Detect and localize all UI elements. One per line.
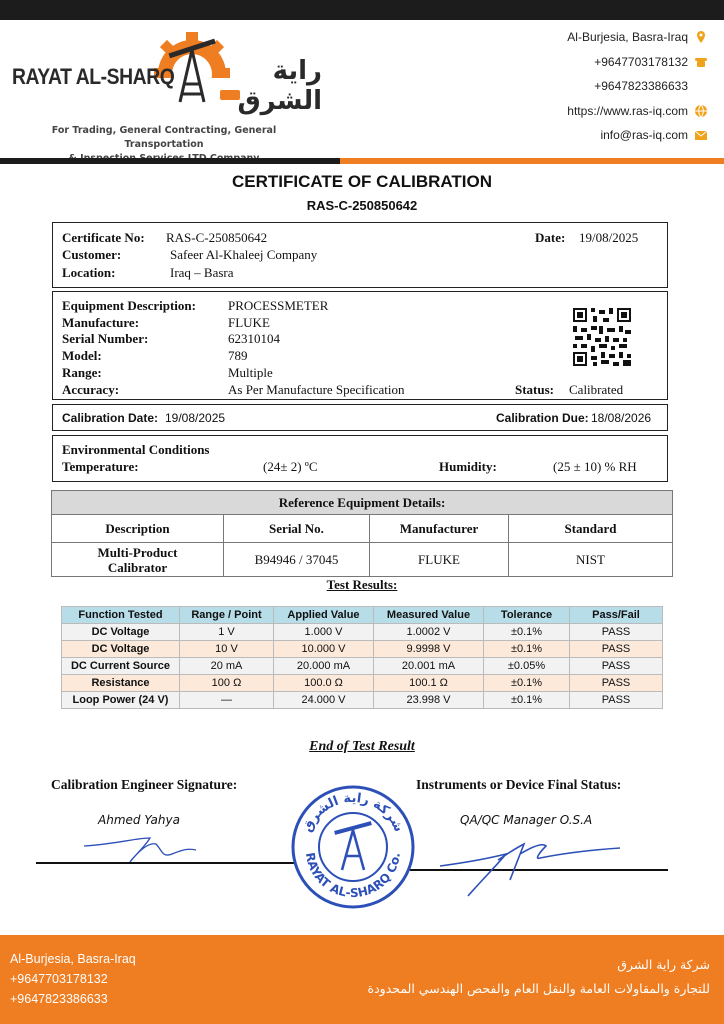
calibration-dates-box (52, 404, 668, 431)
spacer-icon (694, 79, 708, 93)
cell-function: DC Current Source (62, 658, 180, 675)
model-value: 789 (228, 348, 248, 363)
telephone-icon (694, 55, 708, 69)
footer-ar-line-2: للتجارة والمقاولات العامة والنقل العام والفحص الهندسي المحدودة (367, 981, 710, 996)
company-stamp-icon (290, 784, 416, 910)
location-value: Iraq – Basra (170, 265, 234, 280)
address-text: Al-Burjesia, Basra-Iraq (567, 30, 688, 44)
reference-heading-row (52, 491, 673, 515)
contact-list (567, 30, 708, 153)
manufacture-label: Manufacture: (62, 315, 140, 330)
col-applied-value: Applied Value (274, 607, 374, 624)
svg-text:RAYAT AL-SHARQ Co.: RAYAT AL-SHARQ Co. (302, 851, 403, 901)
test-results-header-row (62, 607, 663, 624)
accuracy-value: As Per Manufacture Specification (228, 382, 405, 397)
reference-serial-cell: B94946 / 37045 (224, 543, 370, 577)
temperature-value: (24± 2) ºC (263, 459, 318, 474)
environment-heading: Environmental Conditions (62, 442, 210, 457)
final-status-title: Instruments or Device Final Status: (416, 777, 622, 792)
calibration-date-value: 19/08/2025 (165, 411, 226, 425)
engineer-signature-icon (36, 826, 296, 868)
location-label: Location: (62, 265, 116, 280)
cell-applied: 24.000 V (274, 692, 374, 709)
contact-email (567, 128, 708, 153)
serial-number-label: Serial Number: (62, 331, 149, 346)
reference-heading: Reference Equipment Details: (52, 491, 673, 515)
accuracy-label: Accuracy: (62, 382, 120, 397)
reference-col-manufacturer: Manufacturer (370, 515, 509, 543)
envelope-icon (694, 128, 708, 142)
customer-label: Customer: (62, 247, 122, 262)
reference-description-cell (52, 543, 224, 577)
footer-address: Al-Burjesia, Basra-Iraq (10, 952, 136, 966)
table-row (62, 692, 663, 709)
location-pin-icon (694, 30, 708, 44)
cell-applied: 20.000 mA (274, 658, 374, 675)
table-row (62, 675, 663, 692)
email-link[interactable]: info@ras-iq.com (600, 128, 688, 142)
cell-tolerance: ±0.05% (484, 658, 570, 675)
logo-text-ar: راية الشرق (237, 56, 322, 116)
certificate-info-box (52, 222, 668, 288)
manager-signature-icon (410, 826, 672, 906)
environment-box (52, 435, 668, 482)
col-range-point: Range / Point (180, 607, 274, 624)
cell-function: DC Voltage (62, 641, 180, 658)
calibration-date-label: Calibration Date: (62, 411, 159, 425)
cert-no-value: RAS-C-250850642 (166, 230, 268, 245)
cell-function: DC Voltage (62, 624, 180, 641)
manager-label: QA/QC Manager O.S.A (460, 813, 593, 827)
temperature-label: Temperature: (62, 459, 139, 474)
col-measured-value: Measured Value (374, 607, 484, 624)
cell-range: — (180, 692, 274, 709)
end-of-test-result: End of Test Result (309, 739, 415, 754)
cell-result: PASS (570, 675, 663, 692)
reference-col-description: Description (52, 515, 224, 543)
contact-phone-1 (567, 55, 708, 80)
cell-result: PASS (570, 692, 663, 709)
table-row (62, 641, 663, 658)
equipment-description-value: PROCESSMETER (228, 298, 329, 313)
reference-data-row (52, 543, 673, 577)
calibration-due-value: 18/08/2026 (591, 411, 652, 425)
engineer-name: Ahmed Yahya (98, 813, 180, 827)
logo-text-en: RAYAT AL-SHARQ (12, 64, 175, 89)
cell-function: Loop Power (24 V) (62, 692, 180, 709)
header-divider-orange (340, 158, 724, 164)
website-link[interactable]: https://www.ras-iq.com (567, 103, 688, 118)
test-results-heading: Test Results: (326, 577, 398, 592)
cell-measured: 20.001 mA (374, 658, 484, 675)
cell-applied: 1.000 V (274, 624, 374, 641)
model-label: Model: (62, 348, 102, 363)
qr-code-icon (571, 306, 633, 368)
contact-website (567, 104, 708, 129)
reference-description-line-1: Multi-Product (97, 544, 178, 560)
manufacture-value: FLUKE (228, 315, 270, 330)
footer-ar-line-1: شركة راية الشرق (617, 957, 710, 972)
customer-value: Safeer Al-Khaleej Company (170, 247, 318, 262)
range-value: Multiple (228, 365, 273, 380)
humidity-value: (25 ± 10) % RH (553, 459, 637, 474)
header-divider-dark (0, 158, 340, 164)
contact-address (567, 30, 708, 55)
cell-function: Resistance (62, 675, 180, 692)
cell-range: 1 V (180, 624, 274, 641)
status-value: Calibrated (569, 382, 624, 397)
top-bar (0, 0, 724, 20)
humidity-label: Humidity: (439, 459, 497, 474)
engineer-signature-title: Calibration Engineer Signature: (51, 777, 238, 792)
reference-col-serial: Serial No. (224, 515, 370, 543)
table-row (62, 658, 663, 675)
reference-description-line-2: Calibrator (107, 559, 168, 575)
cell-tolerance: ±0.1% (484, 624, 570, 641)
cell-range: 10 V (180, 641, 274, 658)
cell-applied: 10.000 V (274, 641, 374, 658)
reference-equipment-table (51, 490, 673, 577)
cell-measured: 23.998 V (374, 692, 484, 709)
footer-phone-2: +9647823386633 (10, 992, 108, 1006)
date-value: 19/08/2025 (579, 230, 639, 245)
reference-manufacturer-cell: FLUKE (370, 543, 509, 577)
cell-measured: 1.0002 V (374, 624, 484, 641)
col-pass-fail: Pass/Fail (570, 607, 663, 624)
cell-applied: 100.0 Ω (274, 675, 374, 692)
cell-tolerance: ±0.1% (484, 675, 570, 692)
phone-2-text: +9647823386633 (594, 79, 688, 93)
col-tolerance: Tolerance (484, 607, 570, 624)
cell-measured: 100.1 Ω (374, 675, 484, 692)
cell-tolerance: ±0.1% (484, 641, 570, 658)
calibration-due-label: Calibration Due: (496, 411, 589, 425)
cell-range: 100 Ω (180, 675, 274, 692)
footer-phone-1: +9647703178132 (10, 972, 108, 986)
test-results-table (61, 606, 663, 709)
date-label: Date: (535, 230, 566, 245)
status-label: Status: (515, 382, 555, 397)
cert-no-label: Certificate No: (62, 230, 145, 245)
certificate-number-heading: RAS-C-250850642 (306, 198, 418, 213)
cell-result: PASS (570, 658, 663, 675)
equipment-description-label: Equipment Description: (62, 298, 196, 313)
cell-result: PASS (570, 624, 663, 641)
table-row (62, 624, 663, 641)
equipment-box (52, 291, 668, 400)
cell-tolerance: ±0.1% (484, 692, 570, 709)
reference-standard-cell: NIST (509, 543, 673, 577)
phone-1-text: +9647703178132 (594, 54, 688, 69)
cell-result: PASS (570, 641, 663, 658)
reference-col-standard: Standard (509, 515, 673, 543)
footer (0, 935, 724, 1024)
serial-number-value: 62310104 (228, 331, 280, 346)
cell-range: 20 mA (180, 658, 274, 675)
tagline-line-1: For Trading, General Contracting, General Transportation (51, 125, 277, 150)
svg-text:شركة راية الشرق: شركة راية الشرق (300, 790, 407, 835)
footer-company-ar (368, 953, 710, 1001)
col-function-tested: Function Tested (62, 607, 180, 624)
cell-measured: 9.9998 V (374, 641, 484, 658)
range-label: Range: (62, 365, 102, 380)
footer-contacts (10, 949, 136, 1009)
globe-icon (694, 104, 708, 118)
contact-phone-2 (567, 79, 708, 104)
reference-header-row (52, 515, 673, 543)
certificate-title: CERTIFICATE OF CALIBRATION (231, 172, 492, 191)
